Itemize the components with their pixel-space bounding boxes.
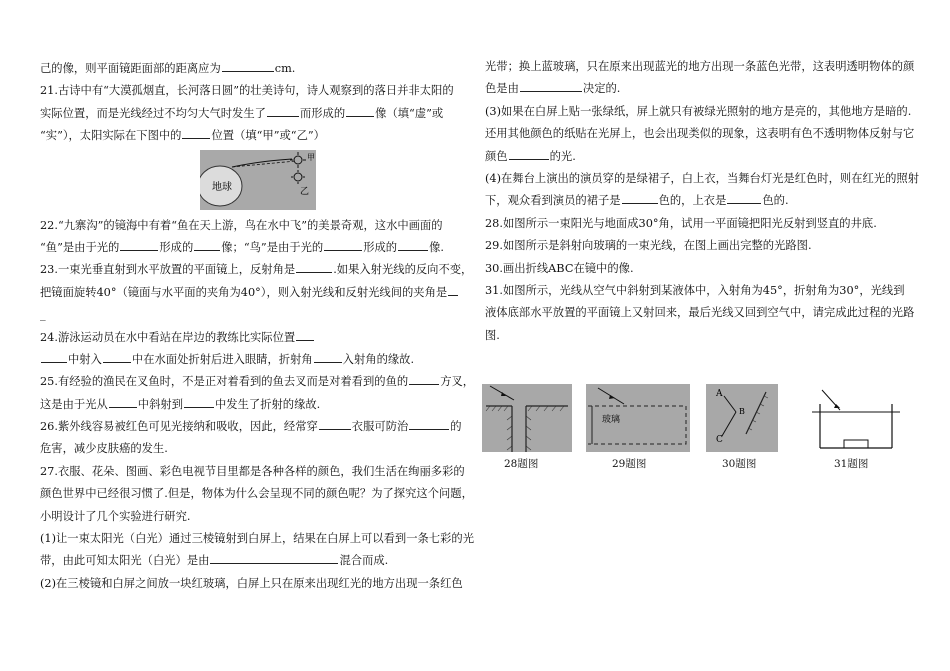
point-c-label: C	[716, 435, 723, 445]
question-29: 29.如图所示是斜射向玻璃的一束光线，在图上画出完整的光路图.	[485, 239, 812, 253]
answer-blank[interactable]	[346, 104, 374, 117]
text-line: 危害，减少皮肤癌的发生.	[40, 442, 168, 456]
text-line: (2)在三棱镜和白屏之间放一块红玻璃，白屏上只在原来出现红光的地方出现一条红色	[40, 576, 463, 590]
text-line: 色是由 决定的.	[485, 78, 910, 100]
figure-30-mirror	[706, 384, 778, 452]
answer-blank[interactable]	[409, 372, 439, 385]
answer-blank[interactable]	[109, 395, 137, 408]
answer-blank[interactable]	[210, 551, 338, 564]
text-line: 带，由此可知太阳光（白光）是由 混合而成.	[40, 550, 470, 572]
question-31: 31.如图所示，光线从空气中斜射到某液体中，入射角为45°，折射角为30°，光线到	[485, 283, 905, 297]
figures-row	[482, 384, 912, 474]
answer-blank[interactable]	[222, 59, 274, 72]
text-line: 把镜面旋转40°（镜面与水平面的夹角为40°），则入射光线和反射光线间的夹角是	[40, 282, 470, 304]
question-23: 23.一束光垂直射到水平放置的平面镜上，反射角是 .如果入射光线的反向不变，	[40, 259, 470, 281]
answer-blank[interactable]	[194, 238, 220, 251]
text-line: “鱼”是由于光的 形成的 像；“鸟”是由于光的 形成的 像.	[40, 237, 470, 259]
answer-blank[interactable]	[120, 238, 158, 251]
jia-label: 甲	[307, 153, 315, 162]
answer-blank[interactable]	[509, 147, 549, 160]
question-25: 25.有经验的渔民在叉鱼时，不是正对着看到的鱼去叉而是对着看到的鱼的 方叉，	[40, 371, 470, 393]
text-line: “实”），太阳实际在下图中的 位置（填“甲”或“乙”）	[40, 125, 470, 147]
answer-blank[interactable]	[448, 283, 458, 296]
text-line: 小明设计了几个实验进行研究.	[40, 509, 191, 523]
caption-30: 30题图	[722, 458, 757, 470]
question-24: 24.游泳运动员在水中看站在岸边的教练比实际位置	[40, 327, 470, 349]
right-column	[485, 56, 919, 347]
answer-blank[interactable]	[103, 350, 131, 363]
text-line: 下，观众看到演员的裙子是 色的，上衣是 色的.	[485, 190, 910, 212]
answer-blank[interactable]	[41, 350, 67, 363]
answer-blank[interactable]	[622, 191, 658, 204]
point-a-label: A	[716, 389, 723, 399]
sunset-figure	[200, 150, 316, 210]
text-line: 实际位置，而是光线经过不均匀大气时发生了 而形成的 像（填“虚”或	[40, 103, 470, 125]
question-27: 27.衣服、花朵、图画、彩色电视节目里都是各种各样的颜色，我们生活在绚丽多彩的	[40, 464, 465, 478]
earth-label: 地球	[212, 182, 232, 193]
question-28: 28.如图所示一束阳光与地面成30°角，试用一平面镜把阳光反射到竖直的井底.	[485, 216, 877, 230]
answer-blank[interactable]	[319, 417, 351, 430]
answer-blank[interactable]	[184, 395, 214, 408]
question-30: 30.画出折线ABC在镜中的像.	[485, 261, 634, 275]
caption-29: 29题图	[612, 458, 647, 470]
glass-label: 玻璃	[602, 415, 621, 425]
yi-label: 乙	[300, 187, 310, 197]
text-line: 液体底部水平放置的平面镜上又射回来，最后光线又回到空气中，请完成此过程的光路	[485, 306, 915, 320]
text-line: _	[40, 308, 46, 322]
text-line: 这是由于光从 中斜射到 中发生了折射的缘故.	[40, 394, 470, 416]
text-line: 颜色世界中已经很习惯了.但是，物体为什么会呈现不同的颜色呢？为了探究这个问题，	[40, 487, 473, 501]
left-column	[40, 58, 475, 595]
caption-31: 31题图	[834, 458, 869, 470]
figure-29-glass	[586, 384, 690, 452]
point-b-label: B	[739, 407, 745, 416]
text-line: 中射入 中在水面处折射后进入眼睛，折射角 入射角的缘故.	[40, 349, 470, 371]
question-22: 22.“九寨沟”的镜海中有着“鱼在天上游，鸟在水中飞”的美景奇观，这水中画面的	[40, 218, 443, 232]
text-line: (3)如果在白屏上贴一张绿纸，屏上就只有被绿光照射的地方是亮的，其他地方是暗的.	[485, 104, 912, 118]
answer-blank[interactable]	[296, 328, 314, 341]
question-26: 26.紫外线容易被红色可见光接纳和吸收，因此，经常穿 衣服可防治 的	[40, 416, 470, 438]
text-line: 图.	[485, 328, 500, 342]
text-line: (1)让一束太阳光（白光）通过三棱镜射到白屏上，结果在白屏上可以看到一条七彩的光	[40, 532, 474, 546]
text-line: (4)在舞台上演出的演员穿的是绿裙子，白上衣，当舞台灯光是红色时，则在红光的照射	[485, 171, 919, 185]
answer-blank[interactable]	[324, 238, 362, 251]
text-line: 还用其他颜色的纸贴在光屏上，也会出现类似的现象，这表明有色不透明物体反射与它	[485, 127, 915, 141]
figure-31-liquid	[808, 384, 904, 452]
answer-blank[interactable]	[267, 104, 299, 117]
question-21: 21.古诗中有“大漠孤烟直，长河落日圆”的壮美诗句，诗人观察到的落日并非太阳的	[40, 84, 454, 98]
text-line: 己的像，则平面镜距面部的距离应为 cm.	[40, 58, 470, 80]
caption-28: 28题图	[504, 458, 539, 470]
answer-blank[interactable]	[296, 260, 332, 273]
answer-blank[interactable]	[182, 126, 210, 139]
answer-blank[interactable]	[314, 350, 342, 363]
figure-28-well	[482, 384, 572, 452]
answer-blank[interactable]	[520, 79, 582, 92]
answer-blank[interactable]	[398, 238, 428, 251]
text-line: 光带；换上蓝玻璃，只在原来出现蓝光的地方出现一条蓝色光带，这表明透明物体的颜	[485, 60, 915, 73]
answer-blank[interactable]	[727, 191, 761, 204]
text-line: 颜色 的光.	[485, 146, 910, 168]
answer-blank[interactable]	[409, 417, 449, 430]
mirror-rect	[844, 440, 868, 448]
